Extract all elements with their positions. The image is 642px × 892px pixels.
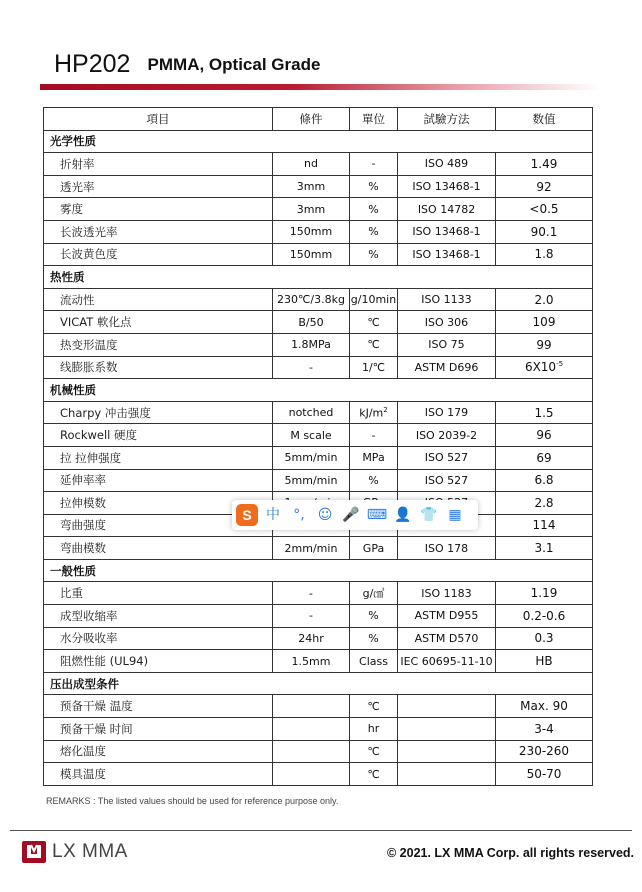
value-cell — [496, 311, 593, 334]
property-cell — [44, 695, 273, 718]
value-cell — [496, 243, 593, 266]
table-row — [44, 605, 593, 628]
sogou-logo-icon[interactable]: S — [236, 504, 258, 526]
value-cell-text: 1.8 — [534, 247, 554, 262]
unit-cell — [350, 311, 398, 334]
value-cell-text: 3-4 — [534, 721, 554, 736]
lx-logo-icon — [22, 841, 46, 863]
product-subtitle: PMMA, Optical Grade — [147, 55, 321, 74]
property-cell — [44, 288, 273, 311]
emoji-icon[interactable]: ☺ — [317, 507, 333, 523]
value-cell — [496, 582, 593, 605]
value-cell — [496, 650, 593, 673]
table-row — [44, 740, 593, 763]
value-cell — [496, 763, 593, 786]
condition-cell-text: - — [309, 609, 313, 623]
property-cell-text: 雾度 — [60, 202, 83, 217]
method-cell-text: ISO 13468-1 — [412, 225, 481, 239]
value-cell — [496, 198, 593, 221]
unit-cell — [350, 469, 398, 492]
condition-cell — [273, 446, 350, 469]
value-cell-text: 50-70 — [526, 767, 562, 782]
condition-cell — [273, 288, 350, 311]
unit-cell-text: GPa — [362, 541, 385, 555]
property-cell — [44, 424, 273, 447]
condition-cell — [273, 333, 350, 356]
condition-cell — [273, 469, 350, 492]
value-cell-text: 1.5 — [534, 405, 554, 420]
property-cell — [44, 582, 273, 605]
document-title — [54, 50, 320, 79]
unit-cell — [350, 220, 398, 243]
condition-cell — [273, 198, 350, 221]
value-cell — [496, 627, 593, 650]
unit-cell-text: % — [368, 202, 379, 216]
condition-cell-text: 150mm — [289, 247, 333, 261]
condition-cell — [273, 605, 350, 628]
property-cell-text: 透光率 — [60, 179, 95, 194]
condition-cell — [273, 650, 350, 673]
property-cell-text: 预备干燥 温度 — [60, 699, 133, 714]
table-row — [44, 311, 593, 334]
unit-cell — [350, 605, 398, 628]
value-cell — [496, 514, 593, 537]
unit-cell — [350, 333, 398, 356]
remarks-text: REMARKS : The listed values should be used for reference purpose only. — [46, 796, 339, 806]
logo-text: LX MMA — [52, 841, 128, 862]
method-cell-text: IEC 60695-11-10 — [400, 654, 493, 668]
value-cell-text: 6X10 — [524, 360, 557, 375]
value-cell-text: 114 — [532, 518, 556, 533]
condition-cell — [273, 220, 350, 243]
method-cell-text: ASTM D696 — [414, 360, 479, 374]
method-cell — [398, 605, 496, 628]
method-cell — [398, 311, 496, 334]
property-cell-text: 弯曲强度 — [60, 518, 106, 533]
unit-cell-text: kJ/m — [359, 406, 384, 420]
value-cell — [496, 333, 593, 356]
property-cell-text: Charpy 冲击强度 — [60, 405, 151, 420]
property-cell-text: 拉 拉伸强度 — [60, 450, 122, 465]
table-row — [44, 175, 593, 198]
table-row — [44, 356, 593, 379]
value-cell-text: HB — [535, 654, 553, 669]
method-cell — [398, 401, 496, 424]
property-cell-text: 折射率 — [60, 156, 95, 171]
value-cell — [496, 424, 593, 447]
property-cell-text: 成型收缩率 — [60, 608, 118, 623]
unit-cell-text: % — [368, 609, 379, 623]
condition-cell — [273, 153, 350, 176]
company-logo — [22, 841, 128, 863]
value-cell-text: <0.5 — [529, 202, 559, 217]
condition-cell-text: 24hr — [298, 631, 324, 645]
unit-cell — [350, 153, 398, 176]
footer-divider — [10, 830, 632, 831]
table-row — [44, 198, 593, 221]
value-cell — [496, 537, 593, 560]
punctuation-icon[interactable]: °, — [293, 507, 305, 523]
value-cell — [496, 220, 593, 243]
value-cell-text: 0.3 — [534, 631, 554, 646]
column-header: 数值 — [496, 108, 593, 131]
unit-cell-text: % — [368, 473, 379, 487]
unit-cell-text: ℃ — [367, 315, 380, 329]
property-cell-text: 流动性 — [60, 292, 95, 307]
property-cell-text: 预备干燥 时间 — [60, 721, 133, 736]
property-cell — [44, 740, 273, 763]
method-cell — [398, 243, 496, 266]
value-cell-text: 109 — [532, 315, 556, 330]
condition-cell-text: - — [309, 586, 313, 600]
value-cell-text: 230-260 — [518, 744, 570, 759]
unit-cell-text: ℃ — [367, 744, 380, 758]
property-cell-text: 阻燃性能 (UL94) — [60, 654, 149, 669]
method-cell — [398, 446, 496, 469]
section-title: 光学性质 — [44, 130, 593, 153]
property-cell — [44, 401, 273, 424]
property-cell — [44, 605, 273, 628]
condition-cell — [273, 695, 350, 718]
section-title: 一般性质 — [44, 559, 593, 582]
table-row — [44, 153, 593, 176]
condition-cell — [273, 740, 350, 763]
value-cell — [496, 288, 593, 311]
value-cell-text: 6.8 — [534, 473, 554, 488]
property-cell — [44, 650, 273, 673]
table-header-row — [44, 108, 593, 131]
value-cell-text: 3.1 — [534, 541, 554, 556]
method-cell — [398, 424, 496, 447]
unit-cell — [350, 650, 398, 673]
unit-cell-text: % — [368, 180, 379, 194]
table-row — [44, 401, 593, 424]
method-cell — [398, 175, 496, 198]
unit-cell — [350, 356, 398, 379]
unit-cell-text: g/㎤ — [362, 587, 385, 601]
value-cell-text: 2.0 — [534, 292, 554, 307]
method-cell-text: ISO 1133 — [421, 293, 472, 307]
unit-cell-text: g/10min — [350, 293, 397, 307]
table-row — [44, 243, 593, 266]
unit-cell — [350, 718, 398, 741]
method-cell — [398, 718, 496, 741]
ime-toolbar[interactable] — [232, 500, 478, 530]
table-row — [44, 220, 593, 243]
condition-cell — [273, 763, 350, 786]
unit-cell — [350, 695, 398, 718]
condition-cell — [273, 582, 350, 605]
column-header: 條件 — [273, 108, 350, 131]
condition-cell-text: B/50 — [298, 315, 324, 329]
unit-cell — [350, 198, 398, 221]
value-cell-text: Max. 90 — [520, 699, 568, 714]
keyboard-icon[interactable]: ⌨ — [366, 507, 388, 523]
section-title: 压出成型条件 — [44, 672, 593, 695]
column-header: 單位 — [350, 108, 398, 131]
method-cell-text: ISO 527 — [424, 473, 469, 487]
method-cell-text: ISO 13468-1 — [412, 247, 481, 261]
table-row — [44, 718, 593, 741]
unit-cell-text: % — [368, 247, 379, 261]
unit-cell-text: hr — [367, 722, 380, 736]
table-row — [44, 695, 593, 718]
microphone-icon[interactable]: 🎤 — [342, 507, 360, 523]
condition-cell-text: - — [309, 360, 313, 374]
chinese-mode-icon[interactable]: 中 — [266, 507, 280, 523]
value-cell-text: 1.19 — [530, 586, 558, 601]
value-cell-text: 99 — [536, 337, 552, 352]
skin-icon[interactable]: 👕 — [420, 507, 438, 523]
property-cell-text: 线膨胀系数 — [60, 360, 118, 375]
value-cell — [496, 605, 593, 628]
value-cell-text: 92 — [536, 179, 552, 194]
method-cell — [398, 537, 496, 560]
condition-cell-text: M scale — [290, 428, 332, 442]
condition-cell-text: 230℃/3.8kg — [277, 293, 345, 307]
condition-cell — [273, 175, 350, 198]
property-cell — [44, 356, 273, 379]
method-cell-text: ISO 2039-2 — [415, 428, 478, 442]
unit-cell — [350, 537, 398, 560]
method-cell — [398, 356, 496, 379]
method-cell-text: ISO 13468-1 — [412, 180, 481, 194]
spec-table-body — [44, 108, 593, 786]
method-cell — [398, 153, 496, 176]
property-cell-text: 拉伸模数 — [60, 495, 106, 510]
section-header-row — [44, 672, 593, 695]
unit-cell-text: % — [368, 225, 379, 239]
title-underline-bar — [40, 84, 600, 90]
method-cell-text: ISO 14782 — [417, 202, 476, 216]
copyright-text: © 2021. LX MMA Corp. all rights reserved. — [386, 846, 634, 860]
table-row — [44, 446, 593, 469]
value-cell — [496, 153, 593, 176]
unit-cell — [350, 175, 398, 198]
value-cell — [496, 446, 593, 469]
property-cell — [44, 469, 273, 492]
table-row — [44, 288, 593, 311]
condition-cell-text: 1.5mm — [291, 654, 331, 668]
condition-cell — [273, 311, 350, 334]
section-header-row — [44, 130, 593, 153]
property-cell-text: 长波黄色度 — [60, 247, 118, 262]
unit-cell — [350, 288, 398, 311]
table-row — [44, 424, 593, 447]
method-cell-text: ASTM D955 — [414, 609, 479, 623]
unit-cell — [350, 401, 398, 424]
column-header: 項目 — [44, 108, 273, 131]
unit-cell — [350, 243, 398, 266]
property-cell — [44, 763, 273, 786]
condition-cell — [273, 243, 350, 266]
condition-cell-text: 150mm — [289, 225, 333, 239]
unit-cell-text: ℃ — [367, 767, 380, 781]
table-row — [44, 650, 593, 673]
property-cell-text: VICAT 軟化点 — [60, 315, 132, 330]
table-row — [44, 469, 593, 492]
property-cell — [44, 718, 273, 741]
section-title: 机械性质 — [44, 379, 593, 402]
condition-cell-text: notched — [288, 406, 334, 420]
condition-cell — [273, 718, 350, 741]
value-cell — [496, 695, 593, 718]
table-row — [44, 627, 593, 650]
condition-cell-text: 3mm — [296, 180, 326, 194]
method-cell — [398, 582, 496, 605]
value-cell — [496, 175, 593, 198]
unit-cell-text: MPa — [362, 451, 385, 465]
section-header-row — [44, 266, 593, 289]
condition-cell — [273, 356, 350, 379]
property-cell — [44, 311, 273, 334]
property-cell-text: 比重 — [60, 586, 83, 601]
value-cell — [496, 469, 593, 492]
method-cell — [398, 627, 496, 650]
property-cell — [44, 537, 273, 560]
method-cell-text: ISO 306 — [424, 315, 469, 329]
unit-cell — [350, 424, 398, 447]
property-cell — [44, 333, 273, 356]
property-cell-text: 延伸率率 — [60, 473, 106, 488]
unit-cell — [350, 582, 398, 605]
value-cell-text: 0.2-0.6 — [522, 608, 566, 623]
toolbox-icon[interactable]: ▦ — [448, 507, 462, 523]
method-cell — [398, 288, 496, 311]
unit-cell-text: % — [368, 631, 379, 645]
property-cell-text: 长波透光率 — [60, 224, 118, 239]
value-cell — [496, 492, 593, 515]
unit-cell-text: ℃ — [367, 699, 380, 713]
condition-cell-text: 1.8MPa — [291, 338, 331, 352]
product-code: HP202 — [54, 50, 131, 78]
condition-cell — [273, 537, 350, 560]
unit-exponent: 2 — [383, 405, 388, 414]
method-cell-text: ISO 1183 — [421, 586, 472, 600]
exponent: -5 — [556, 360, 564, 369]
table-row — [44, 582, 593, 605]
method-cell — [398, 763, 496, 786]
unit-cell-text: - — [371, 157, 376, 171]
unit-cell-text: - — [371, 428, 376, 442]
method-cell — [398, 650, 496, 673]
property-cell — [44, 175, 273, 198]
unit-cell — [350, 627, 398, 650]
method-cell — [398, 469, 496, 492]
condition-cell — [273, 424, 350, 447]
table-row — [44, 333, 593, 356]
method-cell-text: ISO 179 — [424, 406, 469, 420]
unit-cell — [350, 740, 398, 763]
method-cell-text: ISO 178 — [424, 541, 469, 555]
value-cell-text: 2.8 — [534, 495, 554, 510]
condition-cell — [273, 627, 350, 650]
table-row — [44, 763, 593, 786]
value-cell-text: 69 — [536, 450, 552, 465]
method-cell-text: ASTM D570 — [414, 631, 479, 645]
method-cell — [398, 740, 496, 763]
property-cell-text: 熔化温度 — [60, 744, 106, 759]
value-cell — [496, 356, 593, 379]
property-cell-text: 水分吸收率 — [60, 631, 118, 646]
value-cell-text: 90.1 — [530, 224, 558, 239]
method-cell — [398, 198, 496, 221]
property-cell-text: 热变形温度 — [60, 337, 118, 352]
condition-cell-text: 5mm/min — [284, 451, 338, 465]
section-header-row — [44, 559, 593, 582]
value-cell — [496, 718, 593, 741]
property-cell — [44, 243, 273, 266]
user-icon[interactable]: 👤 — [394, 507, 412, 523]
condition-cell-text: 2mm/min — [284, 541, 338, 555]
unit-cell-text: ℃ — [367, 338, 380, 352]
method-cell — [398, 333, 496, 356]
method-cell-text: ISO 489 — [424, 157, 469, 171]
section-header-row — [44, 379, 593, 402]
value-cell-text: 1.49 — [530, 156, 558, 171]
property-cell — [44, 627, 273, 650]
method-cell-text: ISO 527 — [424, 451, 469, 465]
property-cell-text: 弯曲模数 — [60, 541, 106, 556]
unit-cell — [350, 446, 398, 469]
column-header: 試驗方法 — [398, 108, 496, 131]
property-cell — [44, 198, 273, 221]
property-cell-text: Rockwell 硬度 — [60, 428, 138, 443]
table-row — [44, 537, 593, 560]
method-cell — [398, 220, 496, 243]
condition-cell-text: 5mm/min — [284, 473, 338, 487]
condition-cell-text: nd — [304, 157, 318, 171]
method-cell-text: ISO 75 — [428, 338, 465, 352]
method-cell — [398, 695, 496, 718]
condition-cell — [273, 401, 350, 424]
condition-cell-text: 3mm — [296, 202, 326, 216]
value-cell — [496, 740, 593, 763]
spec-table — [43, 107, 593, 786]
unit-cell — [350, 763, 398, 786]
value-cell-text: 96 — [536, 428, 552, 443]
unit-cell-text: Class — [359, 654, 388, 668]
value-cell — [496, 401, 593, 424]
property-cell — [44, 220, 273, 243]
property-cell-text: 模具温度 — [60, 767, 106, 782]
property-cell — [44, 446, 273, 469]
property-cell — [44, 153, 273, 176]
section-title: 热性质 — [44, 266, 593, 289]
unit-cell-text: 1/℃ — [361, 360, 386, 374]
